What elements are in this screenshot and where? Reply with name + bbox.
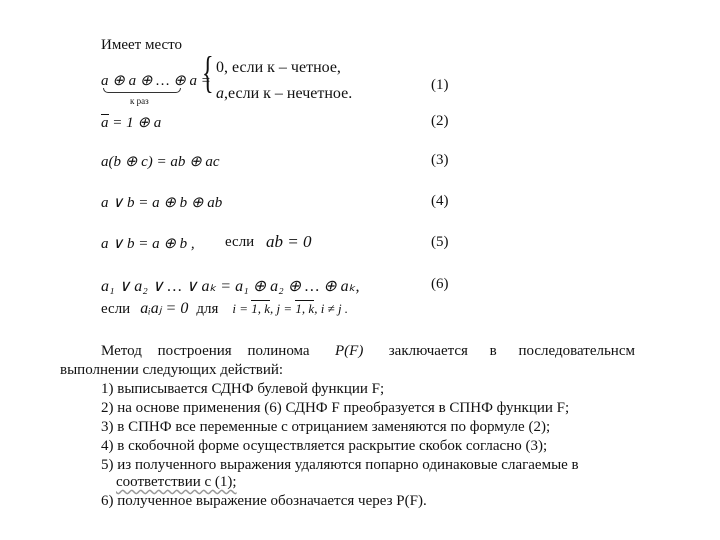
- list-item: 3) в СПНФ все переменные с отрицанием заменяются по формуле (2);: [101, 419, 551, 435]
- paragraph-line-2: выполнении следующих действий:: [60, 362, 284, 378]
- list-item: 2) на основе применения (6) СДНФ F преобразуется в СПНФ функции F;: [101, 400, 570, 416]
- formula-1-case1: 0, если к – четное,: [216, 59, 341, 76]
- formula-6-for: для: [196, 301, 219, 317]
- formula-5-number: (5): [431, 234, 449, 250]
- formula-6-j: , j =: [270, 301, 296, 316]
- formula-6-ne: , i ≠ j .: [314, 301, 349, 316]
- paragraph-line-1a: Метод построения полинома: [101, 343, 310, 359]
- formula-1-case2: [216, 85, 352, 103]
- formula-1-lhs: a ⊕ a ⊕ … ⊕ a =: [101, 73, 211, 89]
- formula-1-under: к раз: [130, 96, 149, 106]
- formula-5-if: если: [225, 234, 255, 250]
- formula-1-number: (1): [431, 77, 449, 93]
- formula-1-case2-text: ,если к – нечетное.: [224, 85, 353, 102]
- formula-2-number: (2): [431, 113, 449, 129]
- formula-6: a₁ ∨ a₂ ∨ … ∨ aₖ = a₁ ⊕ a₂ ⊕ … ⊕ aₖ,: [101, 278, 360, 295]
- paragraph-pf: P(F): [335, 343, 364, 359]
- formula-4-number: (4): [431, 193, 449, 209]
- formula-6-condition-line: [101, 298, 348, 318]
- paragraph-line-1b: заключается в последовательнсм: [388, 343, 635, 359]
- formula-6-j-range: 1, k: [295, 301, 315, 316]
- list-item: 5) из полученного выражения удаляются попарно одинаковые слагаемые в: [101, 457, 579, 473]
- list-item: 6) полученное выражение обозначается через P(F).: [101, 493, 427, 509]
- formula-5-condition: ab = 0: [266, 232, 312, 251]
- paragraph-line-1: [101, 343, 635, 360]
- formula-6-cond: aᵢaⱼ = 0: [140, 300, 189, 317]
- formula-4: a ∨ b = a ⊕ b ⊕ ab: [101, 195, 223, 211]
- intro-text: Имеет место: [101, 37, 182, 53]
- formula-2-abar: a: [101, 115, 109, 131]
- underbrace: [103, 88, 181, 93]
- formula-6-i-range: 1, k: [251, 301, 271, 316]
- list-item: 4) в скобочной форме осуществляется раскрытие скобок согласно (3);: [101, 438, 548, 454]
- list-item: 1) выписывается СДНФ булевой функции F;: [101, 381, 385, 397]
- formula-6-if: если: [101, 301, 131, 317]
- formula-3-number: (3): [431, 152, 449, 168]
- formula-6-i: i =: [232, 301, 252, 316]
- formula-6-number: (6): [431, 276, 449, 292]
- list-item-continuation: соответствии с (1);: [116, 474, 237, 490]
- formula-2-rest: = 1 ⊕ a: [112, 115, 162, 131]
- curly-brace: {: [202, 48, 214, 97]
- formula-3: a(b ⊕ c) = ab ⊕ ac: [101, 154, 220, 170]
- formula-5: a ∨ b = a ⊕ b ,: [101, 236, 195, 252]
- formula-2: [101, 113, 161, 132]
- formula-1-case2-var: a: [216, 85, 224, 102]
